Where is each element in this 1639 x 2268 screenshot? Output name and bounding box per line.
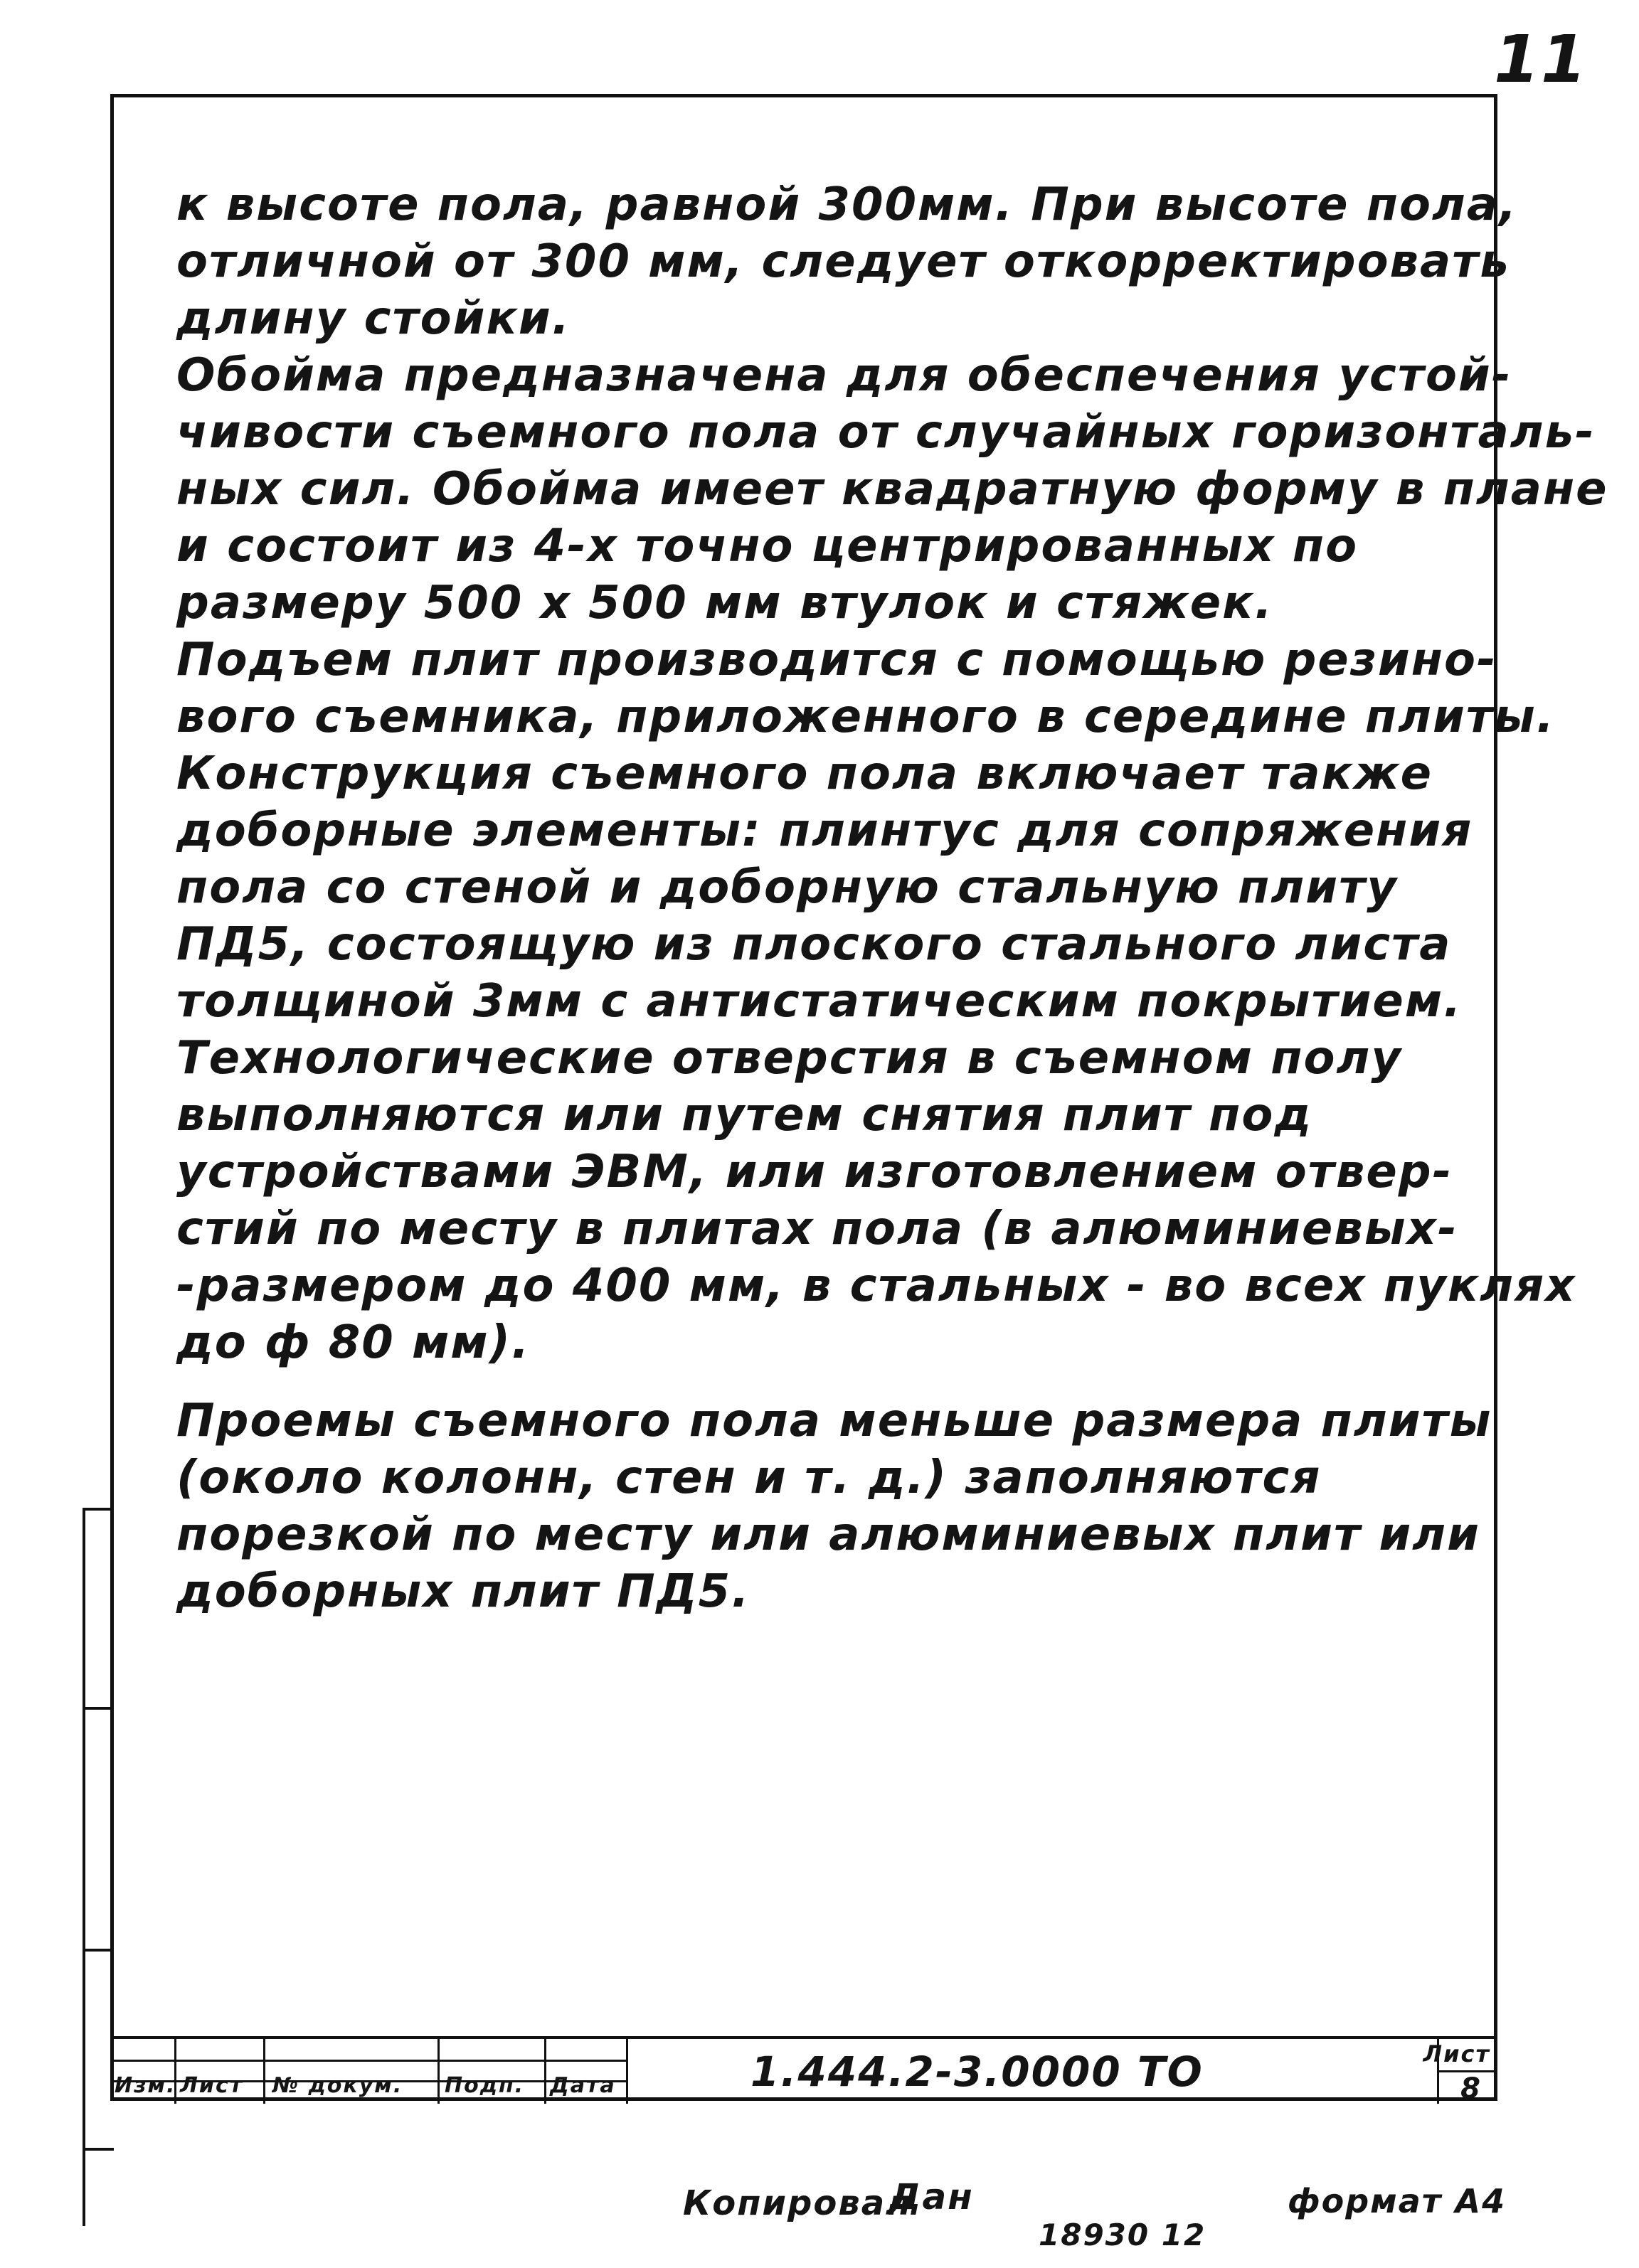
paper-format: формат А4: [1288, 2182, 1507, 2220]
text-line: -размером до 400 мм, в стальных - во всех пуклях: [176, 1260, 1576, 1312]
copied-by-label: Копировал: [683, 2183, 913, 2223]
text-line: размеру 500 х 500 мм втулок и стяжек.: [176, 577, 1273, 629]
text-line: устройствами ЭВМ, или изготовлением отвер-: [176, 1146, 1453, 1198]
text-line: к высоте пола, равной 300мм. При высоте пола,: [176, 179, 1518, 231]
title-block-column-line: [544, 2039, 546, 2104]
copier-signature: Дан: [889, 2176, 974, 2218]
text-line: доборные элементы: плинтус для сопряжения: [176, 804, 1473, 857]
binding-margin-strip: [83, 1508, 112, 2226]
margin-tick: [85, 2148, 114, 2151]
sheet-number: 8: [1460, 2072, 1482, 2105]
title-block: [110, 2036, 1497, 2105]
text-line: доборных плит ПД5.: [176, 1565, 750, 1618]
text-line: отличной от 300 мм, следует откорректировать: [176, 235, 1510, 288]
text-line: выполняются или путем снятия плит под: [176, 1089, 1312, 1141]
text-line: длину стойки.: [176, 292, 571, 345]
header-change: Изм.: [115, 2073, 176, 2098]
text-line: Обойма предназначена для обеспечения устой-: [176, 349, 1512, 402]
copy-footer: [0, 2176, 1639, 2262]
handwritten-body: [176, 176, 1608, 1620]
text-line: вого съемника, приложенного в середине плиты.: [176, 691, 1556, 743]
header-document-number: № докум.: [272, 2073, 403, 2098]
text-line: стий по месту в плитах пола (в алюминиевых-: [176, 1203, 1458, 1255]
text-line: порезкой по месту или алюминиевых плит или: [176, 1508, 1480, 1561]
text-line: Проемы съемного пола меньше размера плиты: [176, 1395, 1492, 1447]
text-line: Подъем плит производится с помощью резино-: [176, 634, 1497, 686]
text-line: Конструкция съемного пола включает также: [176, 747, 1433, 800]
document-code: 1.444.2-3.0000 ТО: [750, 2048, 1204, 2096]
text-line: чивости съемного пола от случайных горизонталь-: [176, 406, 1596, 459]
order-number: 18930 12: [1039, 2218, 1206, 2252]
margin-tick: [85, 1508, 114, 1511]
text-line: ПД5, состоящую из плоского стального листа: [176, 918, 1452, 971]
sheet-label: Лист: [1423, 2040, 1490, 2067]
header-signature: Подп.: [445, 2073, 525, 2098]
header-sheet: Лист: [180, 2073, 244, 2098]
text-line: до ф 80 мм).: [176, 1316, 531, 1369]
title-block-column-line: [626, 2039, 628, 2104]
title-block-column-line: [263, 2039, 265, 2104]
margin-tick: [85, 1949, 114, 1952]
title-block-column-line: [437, 2039, 440, 2104]
title-block-row-line: [110, 2060, 626, 2062]
sheet-corner-mark: 11: [1494, 21, 1588, 97]
text-line: и состоит из 4-х точно центрированных по: [176, 520, 1359, 573]
text-line: Технологические отверстия в съемном полу: [176, 1032, 1403, 1085]
text-line: пола со стеной и доборную стальную плиту: [176, 861, 1398, 914]
text-line: толщиной 3мм с антистатическим покрытием.: [176, 975, 1463, 1028]
text-line: (около колонн, стен и т. д.) заполняются: [176, 1452, 1322, 1504]
header-date: Дата: [550, 2073, 616, 2098]
text-line: ных сил. Обойма имеет квадратную форму в плане: [176, 463, 1608, 516]
margin-tick: [85, 1707, 114, 1710]
